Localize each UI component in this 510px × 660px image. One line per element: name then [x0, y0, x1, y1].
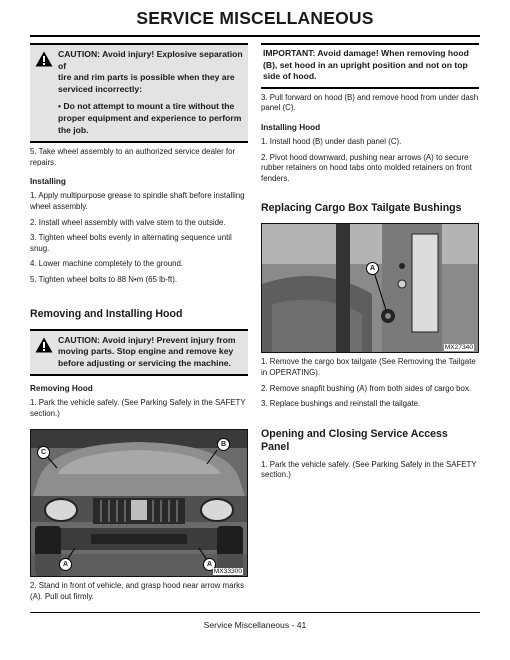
step-text: 1. Install hood (B) under dash panel (C).	[261, 136, 402, 146]
figure-id: MX33300	[213, 568, 242, 576]
important-box	[261, 43, 479, 89]
important-line: (B), set hood in an upright position and not on top	[263, 59, 468, 70]
hood-photo	[31, 430, 247, 576]
section-heading-cargo: Replacing Cargo Box Tailgate Bushings	[261, 202, 462, 215]
important-line: side of hood.	[263, 71, 317, 82]
step-text: 5. Tighten wheel bolts to 88 N•m (65 lb-ft).	[30, 274, 178, 284]
warning-triangle-icon	[35, 337, 53, 353]
callout-a-left: A	[59, 558, 72, 571]
caution-line: • Do not attempt to mount a tire without the	[58, 101, 235, 112]
footer-rule	[30, 612, 480, 613]
important-line: IMPORTANT: Avoid damage! When removing hood	[263, 48, 469, 58]
caution-line: the job.	[58, 124, 89, 135]
callout-a-right: A	[203, 558, 216, 571]
figure-tailgate-bushing	[261, 223, 479, 353]
figure-hood-front	[30, 429, 248, 577]
step-text: 1. Park the vehicle safely. (See Parking Safely in the SAFETY section.)	[261, 459, 477, 480]
section-heading-access-panel: Opening and Closing Service Access Panel	[261, 427, 448, 453]
callout-c: C	[37, 446, 50, 459]
tailgate-photo	[262, 224, 478, 352]
removing-hood-heading: Removing Hood	[30, 384, 93, 394]
warning-triangle-icon	[35, 51, 53, 67]
caution-line: CAUTION: Avoid injury! Prevent injury from	[58, 334, 236, 345]
step-text: 4. Lower machine completely to the ground.	[30, 259, 184, 269]
caution-line: moving parts. Stop engine and remove key	[58, 346, 234, 357]
figure-id: MX27340	[444, 344, 473, 352]
title-rule	[30, 35, 480, 37]
step-text: 2. Pivot hood downward, pushing near arrows (A) to secure rubber retainers on hood tabs onto molded retainers on front fenders.	[261, 152, 472, 183]
installing-heading: Installing	[30, 177, 66, 187]
callout-a: A	[366, 262, 379, 275]
page-title: SERVICE MISCELLANEOUS	[136, 8, 374, 28]
step-text: 3. Pull forward on hood (B) and remove hood from under dash panel (C).	[261, 92, 479, 113]
callout-b: B	[217, 438, 230, 451]
section-heading-hood: Removing and Installing Hood	[30, 307, 183, 320]
caution-line: tire and rim parts is possible when they are	[58, 72, 235, 83]
caution-box-moving-parts	[30, 329, 248, 377]
left-column	[30, 43, 248, 603]
step-text: 1. Park the vehicle safely. (See Parking Safely in the SAFETY section.)	[30, 398, 246, 418]
caution-line: serviced incorrectly:	[58, 83, 143, 94]
step-text: 2. Remove snapfit bushing (A) from both sides of cargo box.	[261, 383, 472, 393]
step-text: 1. Remove the cargo box tailgate (See Removing the Tailgate in OPERATING).	[261, 357, 476, 377]
step-text: 3. Tighten wheel bolts evenly in alternating sequence until snug.	[30, 233, 232, 253]
step-text: 1. Apply multipurpose grease to spindle shaft before installing wheel assembly.	[30, 191, 245, 211]
caution-line: CAUTION: Avoid injury! Explosive separation of	[58, 49, 243, 71]
caution-line: proper equipment and experience to perform	[58, 112, 242, 123]
step-text: 3. Replace bushings and reinstall the tailgate.	[261, 399, 421, 409]
right-column	[261, 43, 479, 481]
caution-line: before adjusting or servicing the machine.	[58, 357, 231, 368]
caution-box-tire	[30, 43, 248, 143]
page-footer: Service Miscellaneous - 41	[203, 620, 307, 630]
step-text: 2. Install wheel assembly with valve stem to the outside.	[30, 217, 226, 227]
step-text: 2. Stand in front of vehicle, and grasp hood near arrow marks (A). Pull out firmly.	[30, 581, 245, 602]
installing-hood-heading: Installing Hood	[261, 122, 321, 132]
step-text: 5. Take wheel assembly to an authorized service dealer for repairs.	[30, 147, 236, 167]
